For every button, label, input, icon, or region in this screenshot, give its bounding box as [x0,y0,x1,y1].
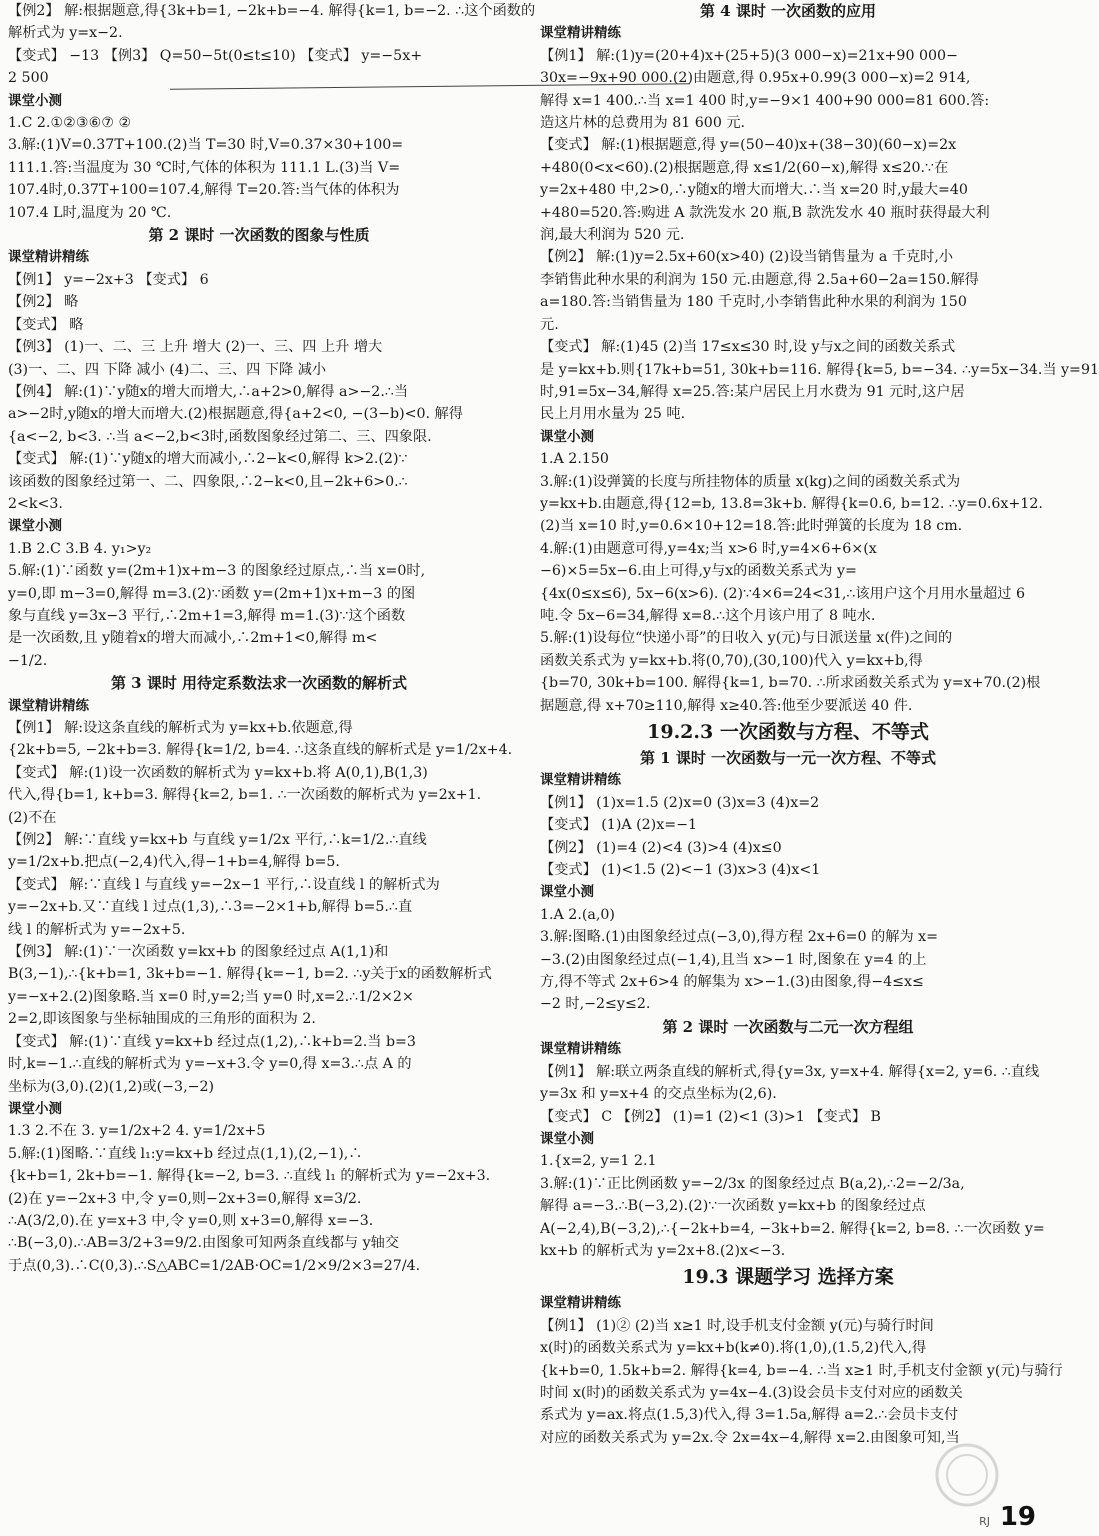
text-line: (2)在 y=−2x+3 中,令 y=0,则−2x+3=0,解得 x=3/2. [8,1190,362,1207]
subsection-label: 课堂精讲精练 [8,249,89,266]
subsection-label: 课堂精讲精练 [8,697,89,714]
text-line: 3.解:图略.(1)由图象经过点(−3,0),得方程 2x+6=0 的解为 x= [540,929,939,946]
text-line: y=kx+b.由题意,得{12=b, 13.8=3k+b. 解得{k=0.6, b=12. ∴y=0.6x+12. [540,495,1043,512]
text-line: 【变式】 (1)A (2)x=−1 [540,817,698,834]
text-line: 【变式】 C 【例2】 (1)=1 (2)<1 (3)>1 【变式】 B [540,1108,881,1125]
subsection-label: 课堂精讲精练 [540,772,621,789]
subsection-label: 课堂小测 [540,884,594,901]
text-line: 2 500 [8,70,49,87]
subsection-label: 课堂小测 [8,518,62,535]
text-line: y=−x+2.(2)图象略.当 x=0 时,y=2;当 y=0 时,x=2.∴1/2×2× [8,988,414,1005]
page-number: 19 [999,1502,1036,1532]
text-line: y=−2x+b.又∵直线 l 过点(1,3),∴3=−2×1+b,解得 b=5.∴直 [8,899,413,916]
text-line: 【变式】 解:(1)∵y随x的增大而减小,∴2−k<0,解得 k>2.(2)∵ [8,451,408,468]
text-line: 该函数的图象经过第一、二、四象限,∴2−k<0,且−2k+6>0.∴ [8,473,408,490]
text-line: 1.A 2.(a,0) [540,906,615,923]
subsection-label: 课堂精讲精练 [540,1295,621,1312]
text-line: 代入,得{b=1, k+b=3. 解得{k=2, b=1. ∴一次函数的解析式为 y=2x+1. [8,787,482,804]
text-line: 【例1】 (1)② (2)当 x≥1 时,设手机支付金额 y(元)与骑行时间 [540,1317,934,1334]
text-line: 线 l 的解析式为 y=−2x+5. [8,921,186,938]
text-line: 【例1】 (1)x=1.5 (2)x=0 (3)x=3 (4)x=2 [540,794,820,811]
text-line: 【例1】 解:设这条直线的解析式为 y=kx+b.依题意,得 [8,720,353,736]
text-line: 【变式】 解:∵直线 l 与直线 y=−2x−1 平行,∴设直线 l 的解析式为 [8,876,440,893]
text-line: {2k+b=5, −2k+b=3. 解得{k=1/2, b=4. ∴这条直线的解析式是 y=1/2x+4. [8,742,513,759]
text-line: 函数关系式为 y=kx+b.将(0,70),(30,100)代入 y=kx+b,得 [540,652,923,669]
text-line: a=180.答:当销售量为 180 千克时,小李销售此种水果的利润为 150 [540,294,967,311]
text-line: 1.{x=2, y=1 2.1 [540,1153,657,1170]
text-line: ∴B(−3,0).∴AB=3/2+3=9/2.由图象可知两条直线都与 y轴交 [8,1235,400,1252]
text-line: 象与直线 y=3x−3 平行,∴2m+1=3,解得 m=1.(3)∵这个函数 [8,607,406,624]
text-line: 对应的函数关系式为 y=2x.令 2x=4x−4,解得 x=2.由图象可知,当 [540,1429,960,1446]
text-line: 造这片林的总费用为 81 600 元. [540,115,746,132]
text-line: 107.4时,0.37T+100=107.4,解得 T=20.答:当气体的体积为 [8,182,400,199]
text-line: 【变式】 解:(1)45 (2)当 17≤x≤30 时,设 y与x之间的函数关系式 [540,339,956,356]
text-line: 1.A 2.150 [540,451,609,468]
text-line: 3.解:(1)∵正比例函数 y=−2/3x 的图象经过点 B(a,2),∴2=−2/3a, [540,1175,965,1192]
text-line: y=3x 和 y=x+4 的交点坐标为(2,6). [540,1086,777,1103]
text-line: 107.4 L时,温度为 20 ℃. [8,204,172,221]
right-column [540,0,1099,1449]
text-line: 【变式】 (1)<1.5 (2)<−1 (3)x>3 (4)x<1 [540,862,821,879]
text-line: 元. [540,316,559,333]
lesson-title: 第 2 课时 一次函数的图象与性质 [148,226,370,245]
text-line: {4x(0≤x≤6), 5x−6(x>6). (2)∵4×6=24<31,∴该用户这个月用水量超过 6 [540,585,1026,602]
subsection-label: 课堂精讲精练 [540,25,621,42]
text-line: 【例2】 略 [8,294,79,311]
lesson-title: 第 4 课时 一次函数的应用 [699,2,877,20]
text-line: 【例2】 (1)=4 (2)<4 (3)>4 (4)x≤0 [540,839,782,856]
text-line: y=0,即 m−3=0,解得 m=3.(2)∵函数 y=(2m+1)x+m−3 的图 [8,585,416,602]
text-line: 【变式】 解:(1)∵直线 y=kx+b 经过点(1,2),∴k+b=2.当 b=3 [8,1033,416,1050]
text-line: 时间 x(时)的函数关系式为 y=4x−4.(3)设会员卡支付对应的函数关 [540,1384,963,1401]
text-line: 5.解:(1)图略.∵直线 l₁:y=kx+b 经过点(1,1),(2,−1),∴ [8,1145,363,1162]
text-line: {a<−2, b<3. ∴当 a<−2,b<3时,函数图象经过第二、三、四象限. [8,428,432,445]
text-line: 【例4】 解:(1)∵y随x的增大而增大,∴a+2>0,解得 a>−2.∴当 [8,383,409,400]
text-line: 111.1.答:当温度为 30 ℃时,气体的体积为 111.1 L.(3)当 V= [8,159,401,176]
text-line: 润,最大利润为 520 元. [540,227,685,244]
text-line: 5.解:(1)设每位“快递小哥”的日收入 y(元)与日派送量 x(件)之间的 [540,630,953,647]
text-line: 3.解:(1)V=0.37T+100.(2)当 T=30 时,V=0.37×30+100= [8,137,404,154]
text-line: 【变式】 解:(1)设一次函数的解析式为 y=kx+b.将 A(0,1),B(1,3) [8,764,428,781]
text-line: 1.C 2.①②③⑥⑦ ② [8,115,132,132]
text-line: B(3,−1),∴{k+b=1, 3k+b=−1. 解得{k=−1, b=2. ∴y关于x的函数解析式 [8,966,492,983]
subsection-label: 课堂小测 [540,428,594,445]
text-line: −6)×5=5x−6.由上可得,y与x的函数关系式为 y= [540,563,857,580]
text-line: −3.(2)由图象经过点(−1,4),且当 x>−1 时,图象在 y=4 的上 [540,951,927,968]
text-line: 【例3】 解:(1)∵一次函数 y=kx+b 的图象经过点 A(1,1)和 [8,944,389,961]
text-line: (2)不在 [8,809,57,826]
text-line: 30x=−9x+90 000.(2)由题意,得 0.95x+0.99(3 000−x)=2 914, [540,70,971,87]
subsection-label: 课堂精讲精练 [540,1041,621,1058]
text-line: 【例1】 解:(1)y=(20+4)x+(25+5)(3 000−x)=21x+90 000− [540,47,958,64]
text-line: 5.解:(1)∵函数 y=(2m+1)x+m−3 的图象经过原点,∴当 x=0时, [8,563,426,580]
text-line: ∴A(3/2,0).在 y=x+3 中,令 y=0,则 x+3=0,解得 x=−3. [8,1212,374,1229]
text-line: 【变式】 −13 【例3】 Q=50−5t(0≤t≤10) 【变式】 y=−5x+ [8,47,423,64]
text-line: kx+b 的解析式为 y=2x+8.(2)x<−3. [540,1242,786,1259]
text-line: A(−2,4),B(−3,2),∴{−2k+b=4, −3k+b=2. 解得{k=2, b=8. ∴一次函数 y= [540,1220,1045,1237]
text-line: y=2x+480 中,2>0,∴y随x的增大而增大.∴当 x=20 时,y最大=40 [540,182,968,199]
text-line: 【变式】 略 [8,316,84,333]
text-line: 时,91=5x−34,解得 x=25.答:某户居民上月水费为 91 元时,这户居 [540,383,965,400]
left-column [8,0,536,1277]
footer-label: RJ [979,1515,990,1528]
text-line: +480(0<x<60).(2)根据题意,得 x≤1/2(60−x),解得 x≤20.∵在 [540,159,949,176]
watermark-logo [932,1440,1002,1510]
text-line: +480=520.答:购进 A 款洗发水 20 瓶,B 款洗发水 40 瓶时获得最大利 [540,204,990,221]
text-line: 【例2】 解:(1)y=2.5x+60(x>40) (2)设当销售量为 a 千克时,小 [540,249,954,266]
text-line: 时,k=−1.∴直线的解析式为 y=−x+3.令 y=0,得 x=3.∴点 A 的 [8,1056,412,1073]
text-line: {k+b=0, 1.5k+b=2. 解得{k=4, b=−4. ∴当 x≥1 时,手机支付金额 y(元)与骑行 [540,1362,1063,1379]
text-line: 【例3】 (1)一、二、三 上升 增大 (2)一、三、四 上升 增大 [8,339,383,356]
text-line: 1.3 2.不在 3. y=1/2x+2 4. y=1/2x+5 [8,1123,266,1140]
text-line: y=1/2x+b.把点(−2,4)代入,得−1+b=4,解得 b=5. [8,854,340,871]
subsection-label: 课堂小测 [540,1130,594,1147]
text-line: 1.B 2.C 3.B 4. y₁>y₂ [8,540,152,557]
lesson-title: 第 1 课时 一次函数与一元一次方程、不等式 [639,749,937,767]
subsection-label: 课堂小测 [8,92,62,109]
lesson-title: 第 3 课时 用待定系数法求一次函数的解析式 [110,674,408,693]
text-line: 【例2】 解:根据题意,得{3k+b=1, −2k+b=−4. 解得{k=1, b=−2. ∴这个函数的 [8,3,536,19]
text-line: 方,得不等式 2x+6>4 的解集为 x>−1.(3)由图象,得−4≤x≤ [540,974,924,991]
text-line: 【例1】 y=−2x+3 【变式】 6 [8,271,209,288]
text-line: 是一次函数,且 y随着x的增大而减小,∴2m+1<0,解得 m< [8,630,378,647]
text-line: 解析式为 y=x−2. [8,25,123,42]
text-line: (2)当 x=10 时,y=0.6×10+12=18.答:此时弹簧的长度为 18 cm. [540,518,963,535]
text-line: x(时)的函数关系式为 y=kx+b(k≠0).将(1,0),(1.5,2)代入,得 [540,1340,927,1357]
text-line: 解得 a=−3.∴B(−3,2).(2)∵一次函数 y=kx+b 的图象经过点 [540,1198,926,1215]
text-line: 据题意,得 x+70≥110,解得 x≥40.答:他至少要派送 40 件. [540,697,913,714]
text-line: 4.解:(1)由题意可得,y=4x;当 x>6 时,y=4×6+6×(x [540,540,877,557]
text-line: 2=2,即该图象与坐标轴围成的三角形的面积为 2. [8,1011,316,1028]
text-line: 李销售此种水果的利润为 150 元.由题意,得 2.5a+60−2a=150.解得 [540,271,979,288]
text-line: 系式为 y=ax.将点(1.5,3)代入,得 3=1.5a,解得 a=2.∴会员卡支付 [540,1407,959,1424]
text-line: 民上月用水量为 25 吨. [540,406,686,423]
text-line: 【例1】 解:联立两条直线的解析式,得{y=3x, y=x+4. 解得{x=2, y=6. ∴直线 [540,1063,1040,1080]
text-line: −2 时,−2≤y≤2. [540,996,651,1013]
text-line: 解得 x=1 400.∴当 x=1 400 时,y=−9×1 400+90 000=81 600.答: [540,92,990,109]
text-line: a>−2时,y随x的增大而增大.(2)根据题意,得{a+2<0, −(3−b)<0. 解得 [8,406,463,423]
text-line: (3)一、二、四 下降 减小 (4)二、三、四 下降 减小 [8,361,327,378]
text-line: 【例2】 解:∵直线 y=kx+b 与直线 y=1/2x 平行,∴k=1/2.∴直线 [8,832,427,849]
text-line: −1/2. [8,652,48,669]
section-title: 19.2.3 一次函数与方程、不等式 [647,721,929,743]
text-line: 吨.令 5x−6=34,解得 x=8.∴这个月该户用了 8 吨水. [540,607,876,624]
section-title: 19.3 课题学习 选择方案 [682,1266,894,1289]
text-line: {b=70, 30k+b=100. 解得{k=1, b=70. ∴所求函数关系式为 y=x+70.(2)根 [540,675,1041,692]
text-line: {k+b=1, 2k+b=−1. 解得{k=−2, b=3. ∴直线 l₁ 的解析式为 y=−2x+3. [8,1168,491,1185]
text-line: 3.解:(1)设弹簧的长度与所挂物体的质量 x(kg)之间的函数关系式为 [540,473,961,490]
text-line: 于点(0,3).∴C(0,3).∴S△ABC=1/2AB·OC=1/2×9/2×3=27/4. [8,1257,421,1274]
subsection-label: 课堂小测 [8,1100,62,1117]
text-line: 2<k<3. [8,495,63,512]
text-line: 是 y=kx+b.则{17k+b=51, 30k+b=116. 解得{k=5, b=−34. ∴y=5x−34.当 y=91 [540,361,1099,378]
text-line: 坐标为(3,0).(2)(1,2)或(−3,−2) [8,1078,215,1095]
text-line: 【变式】 解:(1)根据题意,得 y=(50−40)x+(38−30)(60−x)=2x [540,137,957,154]
lesson-title: 第 2 课时 一次函数与二元一次方程组 [662,1017,914,1036]
